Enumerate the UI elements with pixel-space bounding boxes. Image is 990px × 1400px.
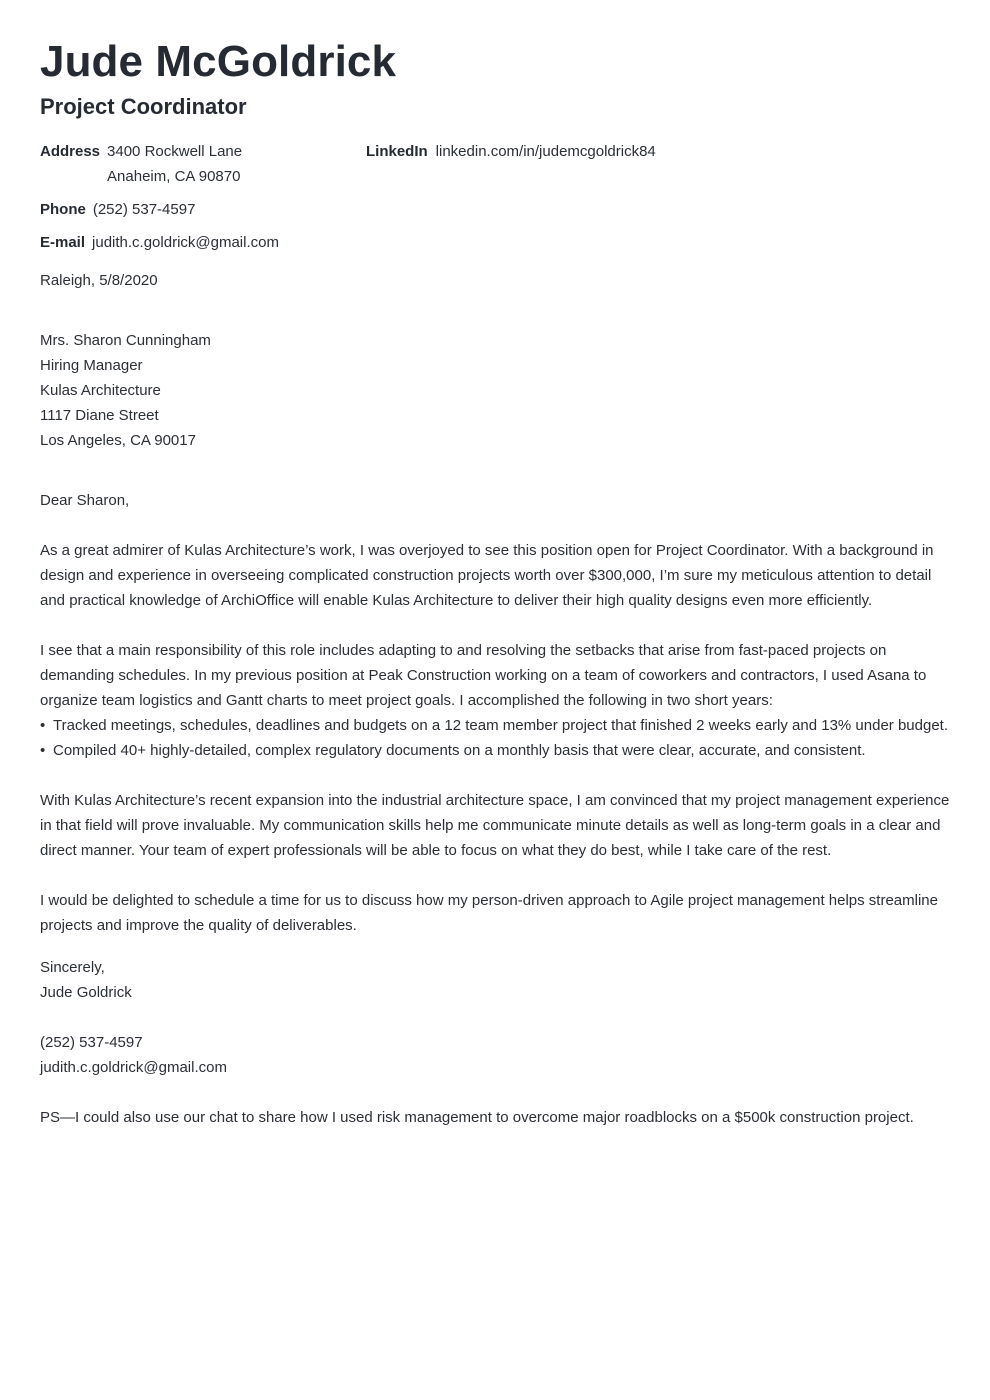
- recipient-block: [40, 328, 950, 453]
- email-value: judith.c.goldrick@gmail.com: [92, 234, 279, 251]
- linkedin-value: linkedin.com/in/judemcgoldrick84: [435, 143, 656, 160]
- achievement-item: • Tracked meetings, schedules, deadlines and budgets on a 12 team member project that finished 2 weeks early and 13% under budget.: [40, 713, 950, 738]
- recipient-city: Los Angeles, CA 90017: [40, 432, 196, 449]
- closing-block: [40, 955, 950, 1005]
- phone-label: Phone: [40, 201, 86, 218]
- body-paragraph-2: I see that a main responsibility of this role includes adapting to and resolving the setbacks that arise from fast-paced projects on demanding schedules. In my previous position at Peak Construction working on a team of coworkers and contractors, I used Asana to organize team logistics and Gantt charts to meet project goals. I accomplished the following in two short years:: [40, 642, 927, 709]
- signature-name: Jude Goldrick: [40, 984, 132, 1001]
- contact-details: [40, 139, 950, 261]
- address-value: [107, 139, 242, 189]
- applicant-job-title: Project Coordinator: [40, 94, 247, 119]
- letter-date: Raleigh, 5/8/2020: [40, 272, 158, 289]
- achievement-item: • Compiled 40+ highly-detailed, complex regulatory documents on a monthly basis that were clear, accurate, and consistent.: [40, 738, 950, 763]
- contact-linkedin: [366, 139, 656, 164]
- postscript: PS—I could also use our chat to share how I used risk management to overcome major roadblocks on a $500k construction project.: [40, 1109, 914, 1126]
- recipient-street: 1117 Diane Street: [40, 407, 159, 424]
- closing-salutation: Sincerely,: [40, 959, 105, 976]
- linkedin-label: LinkedIn: [366, 143, 428, 160]
- body-paragraph-4: I would be delighted to schedule a time for us to discuss how my person-driven approach to Agile project management helps streamline projects and improve the quality of deliverables.: [40, 892, 938, 934]
- signature-email: judith.c.goldrick@gmail.com: [40, 1059, 227, 1076]
- address-line-1: 3400 Rockwell Lane: [107, 143, 243, 160]
- letter-body: [40, 538, 950, 938]
- greeting: Dear Sharon,: [40, 492, 130, 509]
- signature-contact: [40, 1030, 950, 1080]
- phone-value: (252) 537-4597: [92, 201, 196, 218]
- recipient-position: Hiring Manager: [40, 357, 143, 374]
- signature-phone: (252) 537-4597: [40, 1034, 143, 1051]
- body-paragraph-1: As a great admirer of Kulas Architecture’s work, I was overjoyed to see this position open for Project Coordinator. With a background in design and experience in overseeing complicated construction projects worth over $300,000, I’m sure my meticulous attention to detail and practical knowledge of ArchiOffice will enable Kulas Architecture to deliver their high quality designs even more efficiently.: [40, 542, 934, 609]
- address-label: Address: [40, 143, 101, 160]
- body-paragraph-3: With Kulas Architecture’s recent expansion into the industrial architecture space, I am convinced that my project management experience in that field will prove invaluable. My communication skills help me communicate minute details as well as long-term goals in a clear and direct manner. Your team of expert professionals will be able to focus on what they do best, while I take care of the rest.: [40, 792, 950, 859]
- recipient-company: Kulas Architecture: [40, 382, 161, 399]
- address-line-2: Anaheim, CA 90870: [107, 168, 241, 185]
- contact-phone: [40, 197, 195, 222]
- contact-email: [40, 230, 279, 255]
- email-label: E-mail: [40, 234, 86, 251]
- contact-address: [40, 139, 242, 189]
- applicant-name: Jude McGoldrick: [40, 37, 397, 86]
- achievements-list: [40, 713, 950, 763]
- recipient-name: Mrs. Sharon Cunningham: [40, 332, 211, 349]
